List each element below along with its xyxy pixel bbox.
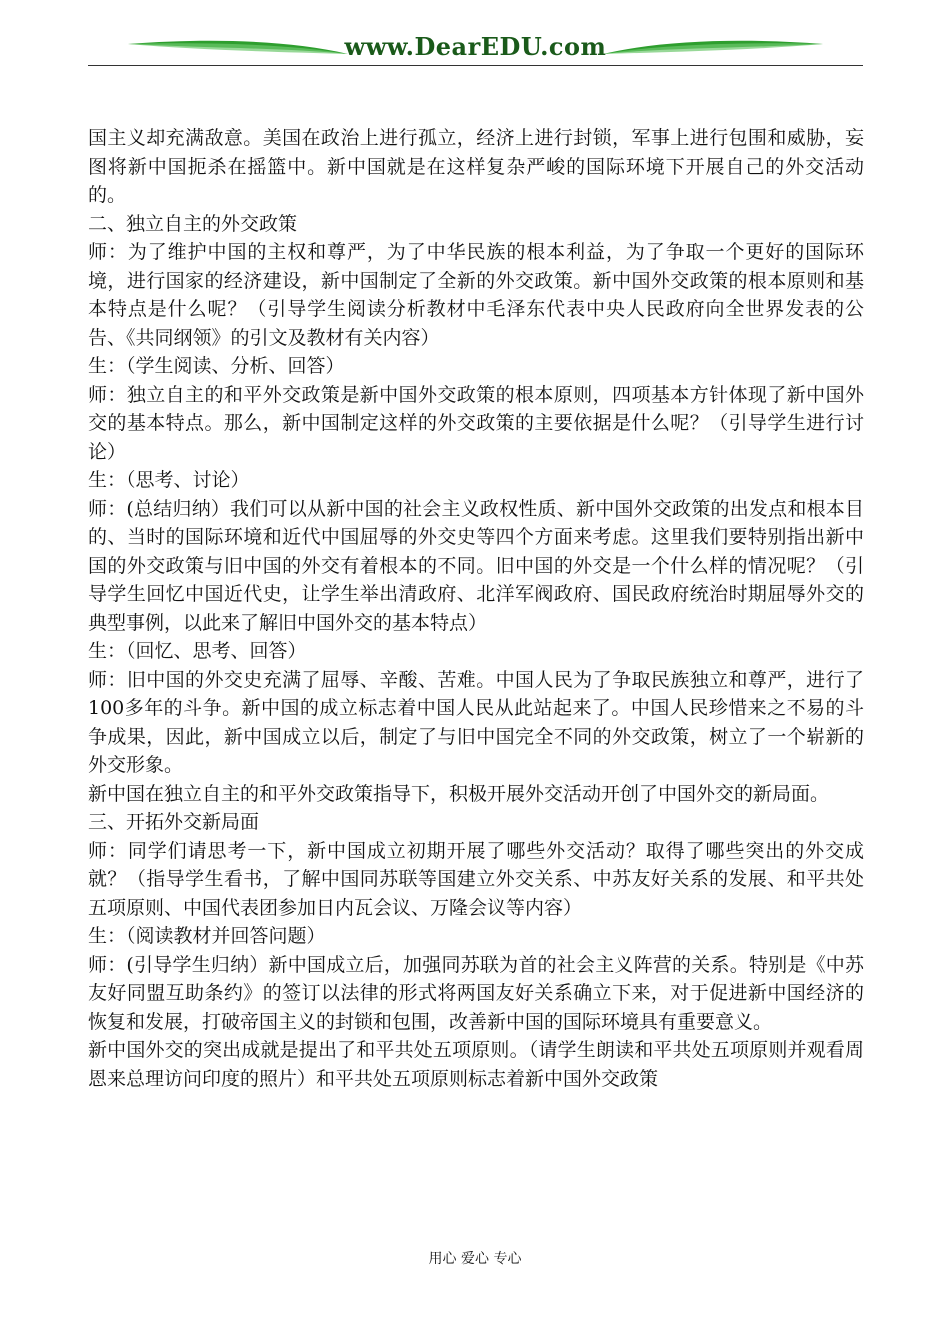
paragraph: 国主义却充满敌意。美国在政治上进行孤立，经济上进行封锁，军事上进行包围和威胁，妄图将新中国扼杀在摇篮中。新中国就是在这样复杂严峻的国际环境下开展自己的外交活动的。 (88, 127, 864, 206)
paragraph: 师：(引导学生归纳）新中国成立后，加强同苏联为首的社会主义阵营的关系。特别是《中苏友好同盟互助条约》的签订以法律的形式将两国友好关系确立下来，对于促进新中国经济的恢复和发展，打破帝国主义的封锁和包围，改善新中国的国际环境具有重要意义。 (88, 953, 864, 1033)
document-body (88, 124, 864, 1093)
page-header (88, 30, 863, 70)
paragraph: 师：(总结归纳）我们可以从新中国的社会主义政权性质、新中国外交政策的出发点和根本目的、当时的国际环境和近代中国屈辱的外交史等四个方面来考虑。这里我们要特别指出新中国的外交政策与旧中国的外交有着根本的不同。旧中国的外交是一个什么样的情况呢？（引导学生回忆中国近代史，让学生举出清政府、北洋军阀政府、国民政府统治时期屈辱外交的典型事例，以此来了解旧中国外交的基本特点） (88, 497, 864, 634)
paragraph: 生：（思考、讨论） (88, 469, 250, 491)
site-name: www.DearEDU.com (344, 32, 607, 61)
paragraph: 新中国在独立自主的和平外交政策指导下，积极开展外交活动开创了中国外交的新局面。 (88, 782, 830, 805)
paragraph: 新中国外交的突出成就是提出了和平共处五项原则。（请学生朗读和平共处五项原则并观看周恩来总理访问印度的照片）和平共处五项原则标志着新中国外交政策 (88, 1039, 864, 1090)
paragraph: 师：旧中国的外交史充满了屈辱、辛酸、苦难。中国人民为了争取民族独立和尊严，进行了100多年的斗争。新中国的成立标志着中国人民从此站起来了。中国人民珍惜来之不易的斗争成果，因此，新中国成立以后，制定了与旧中国完全不同的外交政策，树立了一个崭新的外交形象。 (88, 668, 864, 776)
section-heading: 二、独立自主的外交政策 (88, 212, 298, 235)
page-footer: 用心 爱心 专心 (428, 1251, 522, 1267)
paragraph: 生：（阅读教材并回答问题） (88, 925, 326, 947)
paragraph: 生：（学生阅读、分析、回答） (88, 355, 345, 377)
paragraph: 师：独立自主的和平外交政策是新中国外交政策的根本原则，四项基本方针体现了新中国外交的基本特点。那么，新中国制定这样的外交政策的主要依据是什么呢？（引导学生进行讨论） (88, 383, 864, 463)
paragraph: 生：（回忆、思考、回答） (88, 640, 307, 662)
paragraph: 师：同学们请思考一下，新中国成立初期开展了哪些外交活动？取得了哪些突出的外交成就？（指导学生看书，了解中国同苏联等国建立外交关系、中苏友好关系的发展、和平共处五项原则、中国代表团参加日内瓦会议、万隆会议等内容） (88, 839, 864, 919)
paragraph: 师：为了维护中国的主权和尊严，为了中华民族的根本利益，为了争取一个更好的国际环境，进行国家的经济建设，新中国制定了全新的外交政策。新中国外交政策的根本原则和基本特点是什么呢？（引导学生阅读分析教材中毛泽东代表中央人民政府向全世界发表的公告、《共同纲领》的引文及教材有关内容） (88, 241, 864, 349)
section-heading: 三、开拓外交新局面 (88, 811, 260, 833)
header-rule (88, 65, 863, 66)
